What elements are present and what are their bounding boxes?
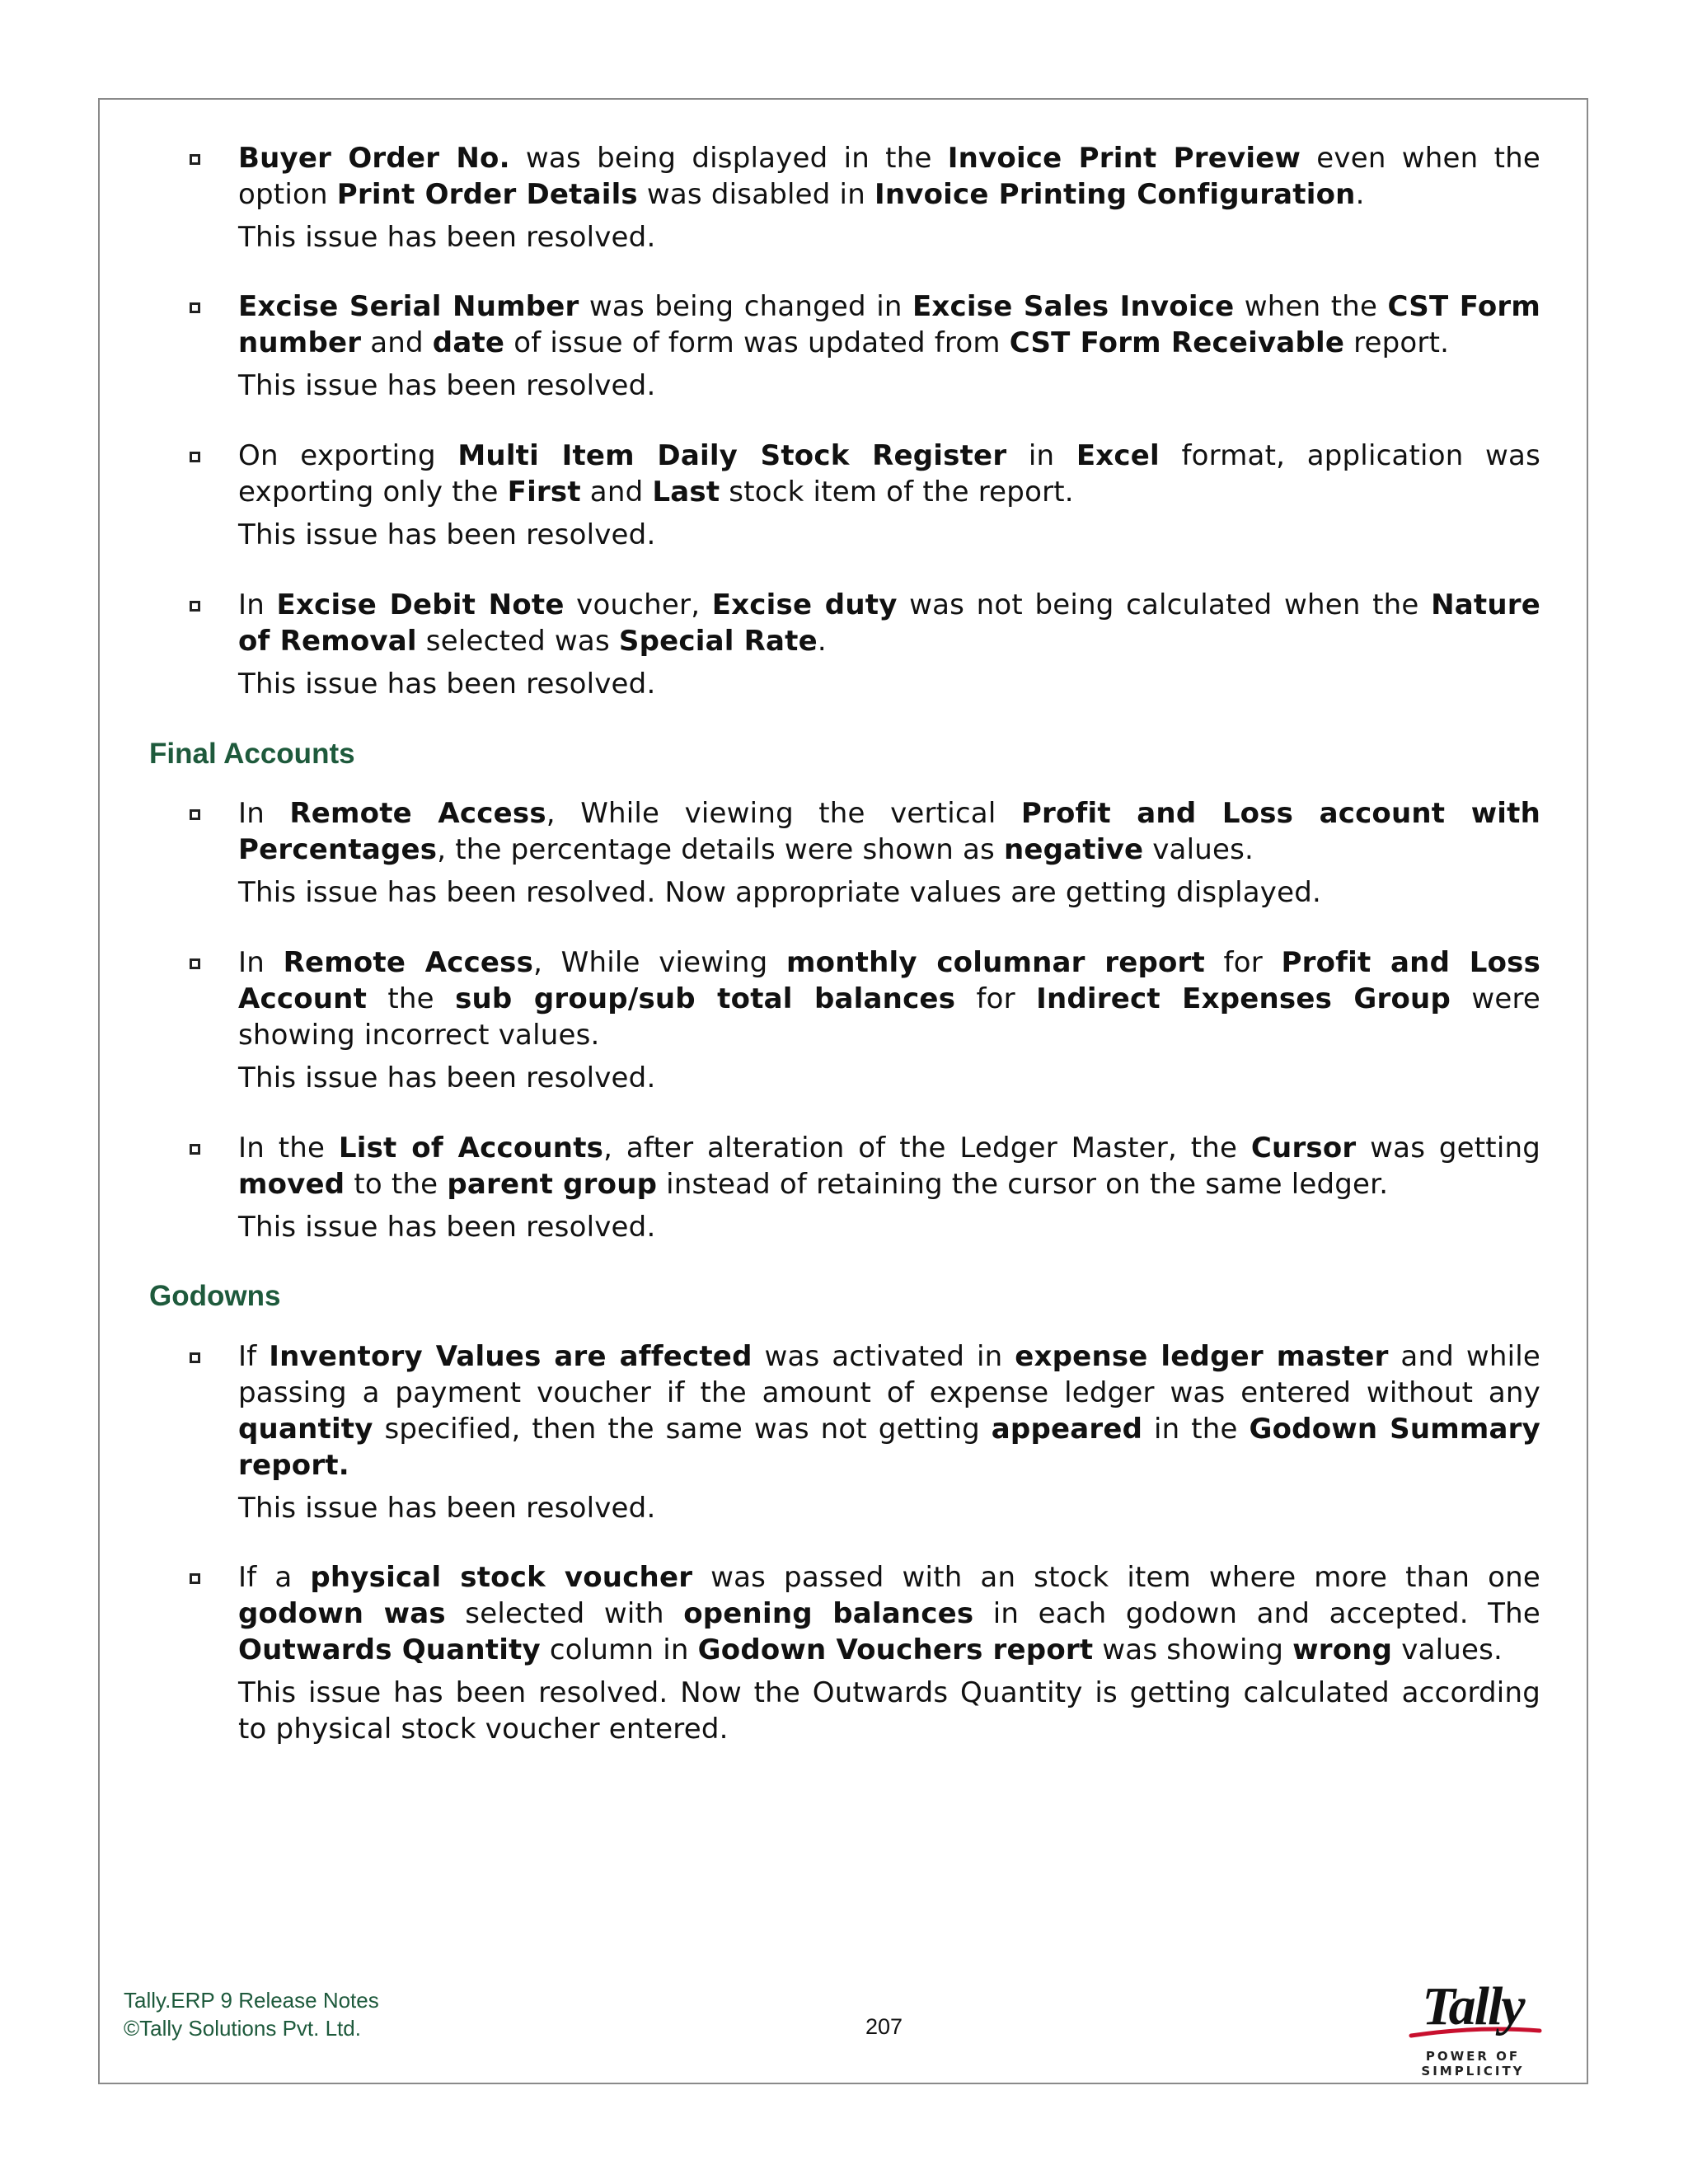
text-run: was activated in xyxy=(752,1340,1015,1373)
resolution-text: This issue has been resolved. xyxy=(238,1062,656,1094)
bold-term: negative xyxy=(1003,833,1144,866)
section-heading-godowns: Godowns xyxy=(149,1280,281,1312)
text-run: even when the option xyxy=(238,142,1541,211)
issue-text xyxy=(238,1338,1540,1483)
text-run: selected was xyxy=(416,625,619,658)
resolution-text: This issue has been resolved. xyxy=(238,221,656,254)
text-run: in xyxy=(1006,439,1076,472)
bold-term: appeared xyxy=(991,1413,1143,1446)
footer xyxy=(124,1986,379,2042)
bold-term: godown was xyxy=(238,1597,446,1630)
bold-term: wrong xyxy=(1292,1633,1393,1666)
tally-logo xyxy=(1378,1976,1568,2079)
logo-tagline: POWER OF SIMPLICITY xyxy=(1421,2049,1525,2079)
text-run: column in xyxy=(540,1633,698,1666)
bold-term: Remote Access xyxy=(289,797,546,830)
text-run: and xyxy=(580,476,653,509)
bold-term: Profit and Loss account with Percentages xyxy=(238,797,1541,866)
text-run: format, application was exporting only the xyxy=(238,439,1540,509)
text-run: was getting xyxy=(1356,1132,1540,1165)
issue-text xyxy=(238,1130,1540,1202)
text-run: when the xyxy=(1234,290,1388,323)
bold-term: Excise Debit Note xyxy=(276,588,565,621)
bold-term: Nature of Removal xyxy=(238,588,1540,658)
text-run: In xyxy=(238,588,277,621)
issue-text xyxy=(238,587,1540,659)
text-run: the xyxy=(367,982,456,1015)
resolution-text: This issue has been resolved. xyxy=(238,369,656,402)
bold-term: Outwards Quantity xyxy=(238,1633,541,1666)
bold-term: Invoice Printing Configuration xyxy=(874,178,1356,211)
bold-term: Buyer Order No. xyxy=(238,142,510,175)
text-run: in the xyxy=(1142,1413,1250,1446)
bold-term: sub group/sub total balances xyxy=(455,982,956,1015)
bold-term: Excel xyxy=(1076,439,1160,472)
text-run: for xyxy=(955,982,1037,1015)
text-run: If xyxy=(238,1340,270,1373)
bold-term: Godown Vouchers report xyxy=(697,1633,1094,1666)
text-run: for xyxy=(1204,946,1282,979)
text-run: was passed with an stock item where more than one xyxy=(692,1561,1540,1594)
text-run: was being displayed in the xyxy=(509,142,948,175)
issue-text xyxy=(238,1559,1540,1668)
resolution-text: This issue has been resolved. xyxy=(238,1211,656,1244)
bold-term: Special Rate xyxy=(618,625,818,658)
bold-term: CST Form Receivable xyxy=(1009,326,1345,359)
text-run: In xyxy=(238,797,290,830)
text-run: specified, then the same was not getting xyxy=(373,1413,992,1446)
svg-text:Tally: Tally xyxy=(1422,1976,1524,2036)
text-run: , While viewing xyxy=(533,946,787,979)
bold-term: Cursor xyxy=(1250,1132,1357,1165)
text-run: and while passing a payment voucher if the amount of expense ledger was entered without any xyxy=(238,1340,1541,1409)
square-bullet-icon xyxy=(190,809,200,820)
bold-term: Godown Summary report. xyxy=(238,1413,1540,1482)
footer-title: Tally.ERP 9 Release Notes xyxy=(124,1988,379,2013)
bold-term: Indirect Expenses Group xyxy=(1036,982,1451,1015)
bold-term: quantity xyxy=(238,1413,373,1446)
text-run: , While viewing the vertical xyxy=(546,797,1021,830)
bold-term: date xyxy=(432,326,505,359)
resolution-text: This issue has been resolved. Now appropriate values are getting displayed. xyxy=(238,876,1322,909)
text-run: in each godown and accepted. The xyxy=(973,1597,1541,1630)
square-bullet-icon xyxy=(190,302,200,313)
text-run: selected with xyxy=(445,1597,684,1630)
square-bullet-icon xyxy=(190,1573,200,1584)
bold-term: Excise duty xyxy=(711,588,898,621)
resolution-text: This issue has been resolved. xyxy=(238,518,656,551)
text-run: report. xyxy=(1344,326,1450,359)
text-run: was showing xyxy=(1093,1633,1293,1666)
issue-text xyxy=(238,795,1540,868)
text-run: stock item of the report. xyxy=(720,476,1074,509)
text-run: values. xyxy=(1392,1633,1503,1666)
bold-term: Profit and Loss Account xyxy=(238,946,1541,1015)
text-run: In xyxy=(238,946,284,979)
text-run: to the xyxy=(345,1168,448,1201)
tally-logo-icon xyxy=(1378,1976,1568,2049)
footer-copyright: ©Tally Solutions Pvt. Ltd. xyxy=(124,2016,361,2041)
text-run: In the xyxy=(238,1132,339,1165)
square-bullet-icon xyxy=(190,958,200,969)
text-run: voucher, xyxy=(564,588,712,621)
text-run: . xyxy=(1355,178,1365,211)
bold-term: First xyxy=(507,476,581,509)
bold-term: Excise Serial Number xyxy=(238,290,579,323)
issue-text xyxy=(238,438,1540,510)
square-bullet-icon xyxy=(190,1352,200,1363)
text-run: was being changed in xyxy=(579,290,912,323)
text-run: instead of retaining the cursor on the same ledger. xyxy=(657,1168,1389,1201)
square-bullet-icon xyxy=(190,601,200,612)
square-bullet-icon xyxy=(190,154,200,165)
resolution-text: This issue has been resolved. xyxy=(238,668,656,701)
text-run: , the percentage details were shown as xyxy=(437,833,1004,866)
issue-text xyxy=(238,288,1540,361)
text-run: . xyxy=(817,625,827,658)
bold-term: Inventory Values are affected xyxy=(269,1340,753,1373)
bold-term: Remote Access xyxy=(283,946,534,979)
bold-term: Multi Item Daily Stock Register xyxy=(457,439,1007,472)
bold-term: monthly columnar report xyxy=(786,946,1205,979)
square-bullet-icon xyxy=(190,1144,200,1155)
section-heading-final-accounts: Final Accounts xyxy=(149,738,355,770)
text-run: values. xyxy=(1143,833,1254,866)
bold-term: Excise Sales Invoice xyxy=(912,290,1235,323)
text-run: On exporting xyxy=(238,439,458,472)
text-run: was not being calculated when the xyxy=(897,588,1432,621)
issue-text xyxy=(238,140,1540,213)
text-run: and xyxy=(361,326,433,359)
issue-text xyxy=(238,944,1540,1053)
bold-term: parent group xyxy=(447,1168,658,1201)
bold-term: Invoice Print Preview xyxy=(947,142,1301,175)
bold-term: expense ledger master xyxy=(1015,1340,1389,1373)
square-bullet-icon xyxy=(190,452,200,462)
resolution-text: This issue has been resolved. Now the Outwards Quantity is getting calculated according to physical stock voucher entered. xyxy=(238,1676,1540,1746)
text-run: were showing incorrect values. xyxy=(238,982,1540,1052)
bold-term: List of Accounts xyxy=(338,1132,604,1165)
page-number: 207 xyxy=(865,2014,903,2039)
bold-term: Last xyxy=(652,476,720,509)
bold-term: physical stock voucher xyxy=(310,1561,693,1594)
bold-term: Print Order Details xyxy=(336,178,638,211)
text-run: , after alteration of the Ledger Master, the xyxy=(603,1132,1251,1165)
resolution-text: This issue has been resolved. xyxy=(238,1492,656,1525)
text-run: was disabled in xyxy=(637,178,874,211)
bold-term: moved xyxy=(238,1168,345,1201)
text-run: of issue of form was updated from xyxy=(504,326,1010,359)
bold-term: opening balances xyxy=(683,1597,974,1630)
bold-term: CST Form number xyxy=(238,290,1540,359)
text-run: If a xyxy=(238,1561,311,1594)
